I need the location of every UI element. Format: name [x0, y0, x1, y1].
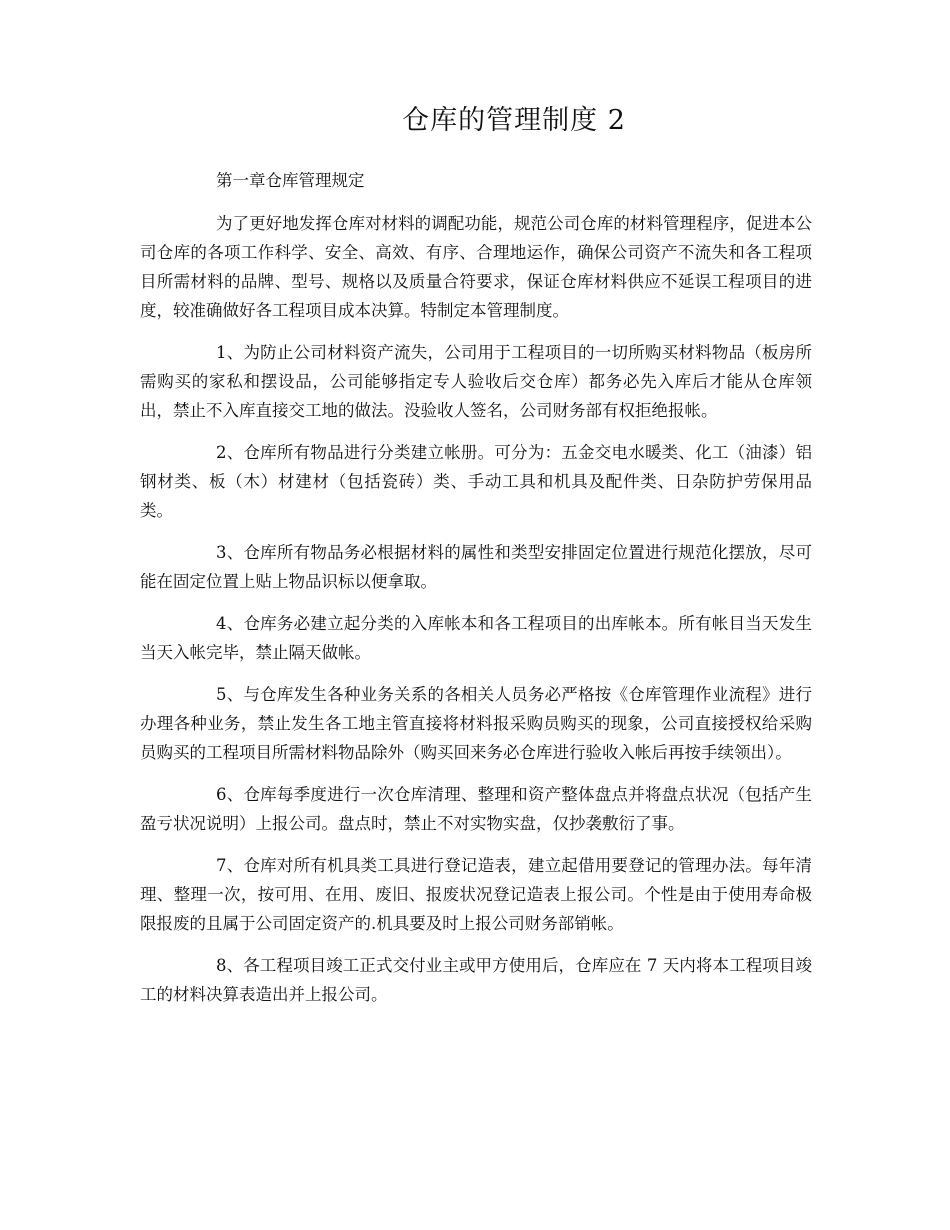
paragraph-rule-6: 6、仓库每季度进行一次仓库清理、整理和资产整体盘点并将盘点状况（包括产生盈亏状况说明）上报公司。盘点时，禁止不对实物实盘，仅抄袭敷衍了事。 [140, 785, 812, 833]
document-title: 仓库的管理制度 2 [402, 105, 626, 136]
paragraph-rule-7: 7、仓库对所有机具类工具进行登记造表，建立起借用要登记的管理办法。每年清理、整理一次，按可用、在用、废旧、报废状况登记造表上报公司。个性是由于使用寿命极限报废的且属于公司固定资产的.机具要及时上报公司财务部销帐。 [140, 856, 812, 933]
paragraph-intro: 为了更好地发挥仓库对材料的调配功能，规范公司仓库的材料管理程序，促进本公司仓库的各项工作科学、安全、高效、有序、合理地运作，确保公司资产不流失和各工程项目所需材料的品牌、型号、规格以及质量合符要求，保证仓库材料供应不延误工程项目的进度，较准确做好各工程项目成本决算。特制定本管理制度。 [140, 214, 812, 320]
document-body [140, 166, 812, 1022]
paragraph-rule-1: 1、为防止公司材料资产流失，公司用于工程项目的一切所购买材料物品（板房所需购买的家私和摆设品，公司能够指定专人验收后交仓库）都务必先入库后才能从仓库领出，禁止不入库直接交工地的做法。没验收人签名，公司财务部有权拒绝报帐。 [140, 343, 812, 420]
paragraph-rule-8: 8、各工程项目竣工正式交付业主或甲方使用后，仓库应在 7 天内将本工程项目竣工的材料决算表造出并上报公司。 [140, 956, 812, 1004]
paragraph-rule-3: 3、仓库所有物品务必根据材料的属性和类型安排固定位置进行规范化摆放，尽可能在固定位置上贴上物品识标以便拿取。 [140, 543, 812, 591]
paragraph-rule-5: 5、与仓库发生各种业务关系的各相关人员务必严格按《仓库管理作业流程》进行办理各种业务，禁止发生各工地主管直接将材料报采购员购买的现象，公司直接授权给采购员购买的工程项目所需材料物品除外（购买回来务必仓库进行验收入帐后再按手续领出）。 [140, 685, 812, 762]
paragraph-rule-2: 2、仓库所有物品进行分类建立帐册。可分为：五金交电水暖类、化工（油漆）铝钢材类、板（木）材建材（包括瓷砖）类、手动工具和机具及配件类、日杂防护劳保用品类。 [140, 443, 812, 520]
chapter-heading: 第一章仓库管理规定 [216, 171, 365, 190]
paragraph-rule-4: 4、仓库务必建立起分类的入库帐本和各工程项目的出库帐本。所有帐目当天发生当天入帐完毕，禁止隔天做帐。 [140, 614, 812, 662]
